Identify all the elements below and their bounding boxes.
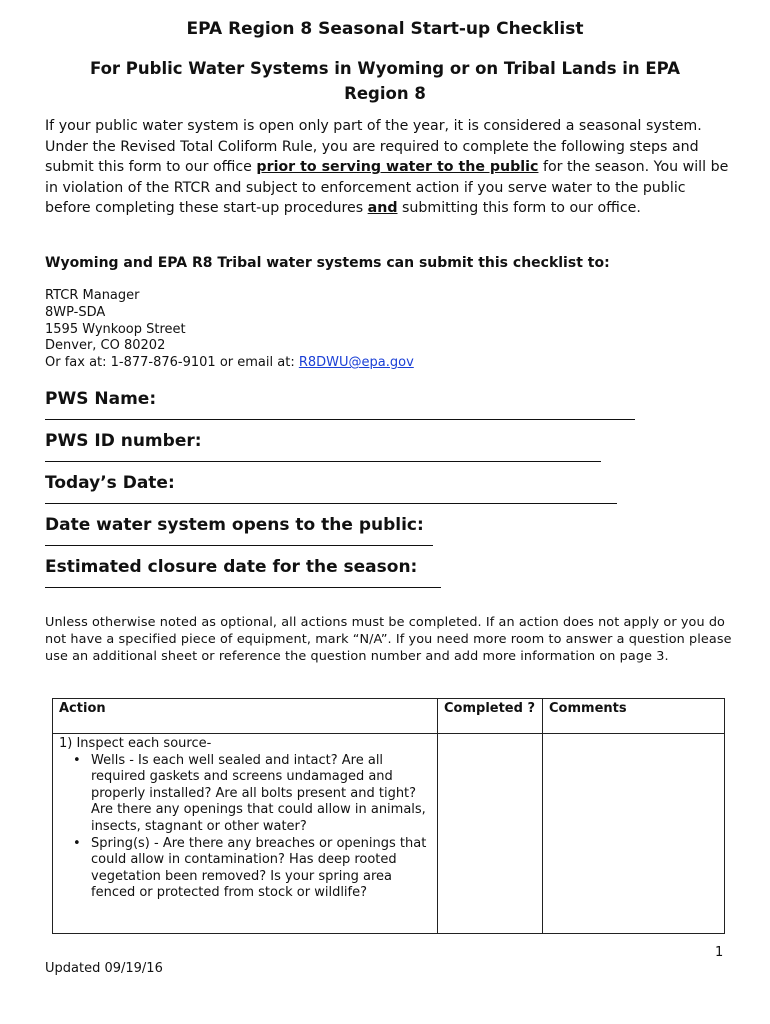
open-date-label: Date water system opens to the public:: [45, 515, 424, 535]
intro-emphasis-and: and: [367, 200, 398, 217]
submit-heading: Wyoming and EPA R8 Tribal water systems can submit this checklist to:: [45, 255, 610, 271]
action-cell: [53, 734, 438, 934]
intro-text-1: If your public water system is open only part of the year, it is considered a seasonal system. Under the Revised Total Coliform Rule, you are required to complete the following steps and submit this form to our office: [45, 118, 702, 176]
pws-name-label: PWS Name:: [45, 389, 157, 409]
comments-cell[interactable]: [543, 734, 725, 934]
action-header: Action: [53, 699, 438, 734]
address-line: RTCR Manager: [45, 288, 140, 303]
footer-updated: Updated 09/19/16: [45, 961, 163, 976]
email-link[interactable]: R8DWU@epa.gov: [298, 355, 414, 371]
page-title: EPA Region 8 Seasonal Start-up Checklist: [186, 19, 584, 39]
list-item: • Spring(s) - Are there any breaches or openings that could allow in contamination? Has deep rooted vegetation been removed? Is your spring area fenced or protected from stock or wildlife?: [81, 836, 431, 902]
intro-text-2: for the season. You will be in violation of the RTCR and subject to enforcement action if you serve water to the public before completing these start-up procedures: [45, 159, 729, 217]
instructions-note: Unless otherwise noted as optional, all actions must be completed. If an action does not apply or you do not have a specified piece of equipment, mark “N/A”. If you need more room to answer a question please use an additional sheet or reference the question number and add more information on page 3.: [45, 615, 732, 664]
address-line: 1595 Wynkoop Street: [45, 321, 186, 337]
page-number: 1: [715, 945, 724, 960]
pws-name-input-line[interactable]: [45, 419, 635, 420]
contact-line: [45, 355, 414, 372]
mailing-address: [45, 288, 414, 372]
address-line: Denver, CO 80202: [45, 338, 166, 354]
page-subtitle: For Public Water Systems in Wyoming or on Tribal Lands in EPA Region 8: [89, 59, 681, 103]
contact-text: Or fax at: 1-877-876-9101 or email at:: [45, 355, 299, 371]
closure-date-input-line[interactable]: [45, 587, 441, 588]
closure-date-label: Estimated closure date for the season:: [45, 557, 418, 577]
table-row: [53, 734, 725, 934]
pws-id-label: PWS ID number:: [45, 431, 202, 451]
intro-text-3: submitting this form to our office.: [397, 200, 641, 217]
action-item-intro: 1) Inspect each source-: [59, 736, 212, 751]
completed-cell[interactable]: [438, 734, 543, 934]
list-item: • Wells - Is each well sealed and intact? Are all required gaskets and screens undamaged and properly installed? Are all bolts present and tight? Are there any openings that could allow in animals, insects, stagnant or other water?: [81, 753, 431, 836]
action-bullet-list: [59, 753, 431, 902]
completed-header: Completed ?: [438, 699, 543, 734]
intro-paragraph: [45, 116, 735, 219]
table-header-row: [53, 699, 725, 734]
open-date-input-line[interactable]: [45, 545, 433, 546]
checklist-table: [52, 698, 725, 934]
intro-emphasis-prior: prior to serving water to the public: [256, 159, 539, 176]
pws-id-input-line[interactable]: [45, 461, 601, 462]
todays-date-input-line[interactable]: [45, 503, 617, 504]
comments-header: Comments: [543, 699, 725, 734]
todays-date-label: Today’s Date:: [45, 473, 175, 493]
address-line: 8WP-SDA: [45, 304, 106, 320]
